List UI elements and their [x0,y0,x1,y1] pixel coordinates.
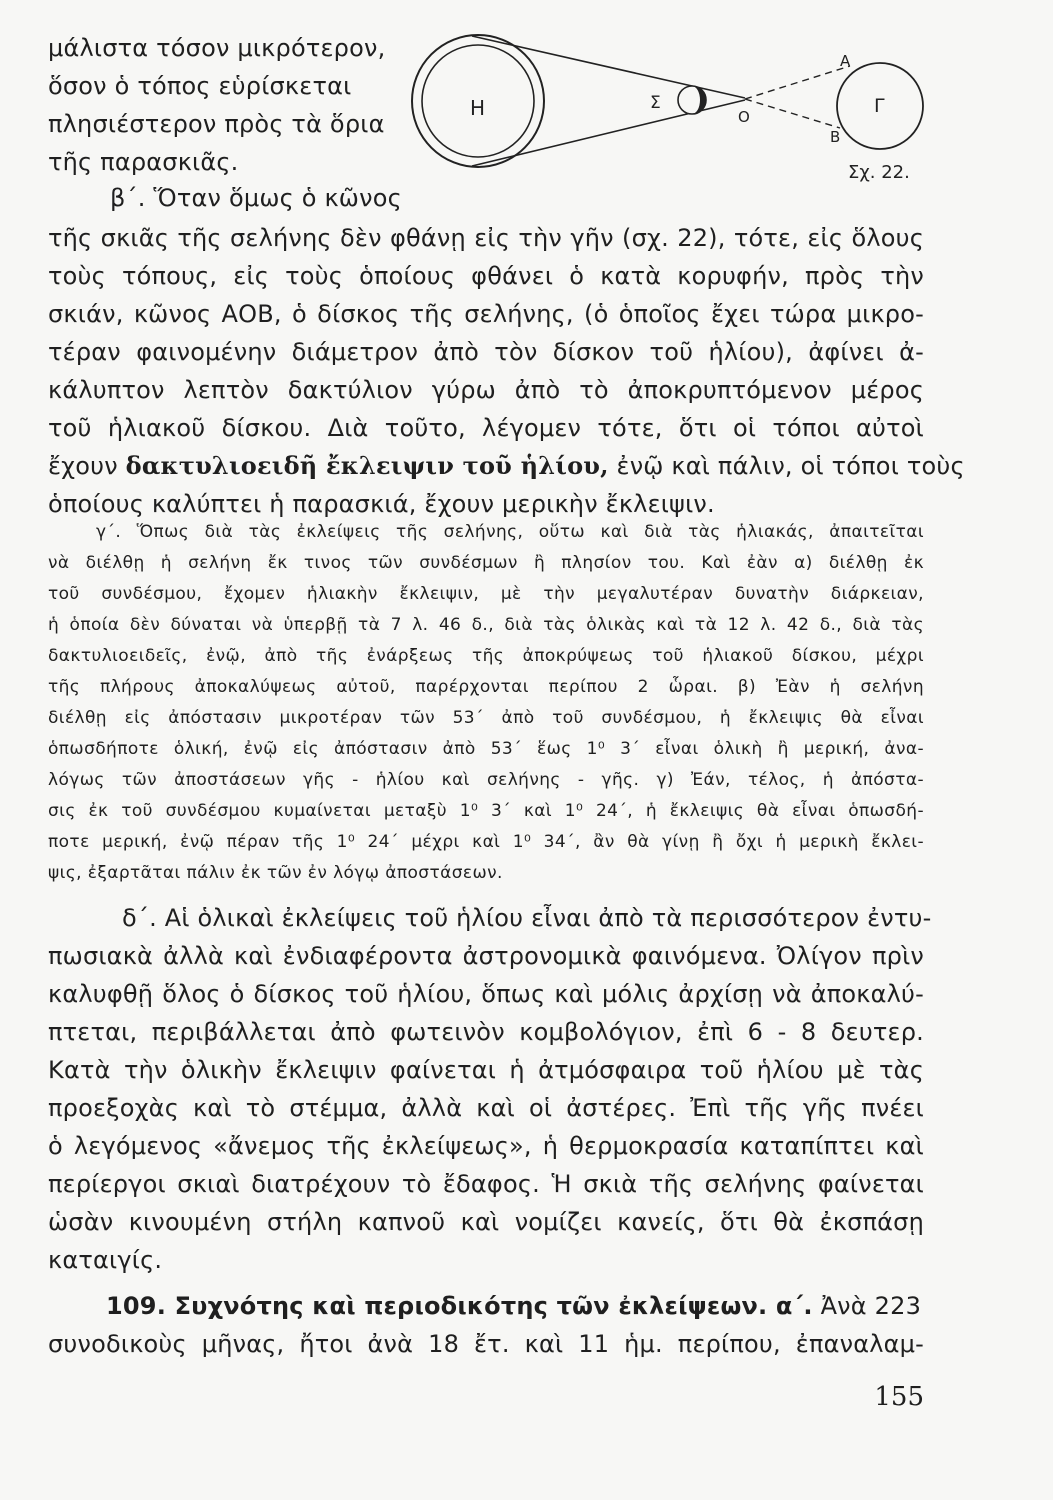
label-sun: H [470,96,486,120]
small-print-line: ποτε μερική, ἐνῷ πέραν τῆς 1⁰ 24΄ μέχρι καὶ 1⁰ 34΄, ἂν θὰ γίνῃ ἢ ὄχι ἡ μερικὴ ἔκλει- [48,832,924,852]
body-line: κάλυπτον λεπτὸν δακτύλιον γύρω ἀπὸ τὸ ἀποκρυπτόμενον μέρος [48,376,924,404]
label-point-a: A [840,52,851,70]
body-line: πτεται, περιβάλλεται ἀπὸ φωτεινὸν κομβολόγιον, ἐπὶ 6 - 8 δευτερ. [48,1018,924,1046]
small-print-line: τῆς πλήρους ἀποκαλύψεως αὐτοῦ, παρέρχονται περίπου 2 ὧραι. β) Ἐὰν ἡ σελήνη [48,677,924,697]
body-line: τοὺς τόπους, εἰς τοὺς ὁποίους φθάνει ὁ κατὰ κορυφήν, πρὸς τὴν [48,262,924,290]
label-vertex: O [738,108,750,126]
defined-term: δακτυλιοειδῆ ἔκλειψιν τοῦ ἡλίου, [125,451,609,480]
body-line: τέραν φαινομένην διάμετρον ἀπὸ τὸν δίσκον τοῦ ἡλίου), ἀφίνει ἀ- [48,338,924,366]
body-line-with-term [48,451,965,480]
body-line: καλυφθῇ ὅλος ὁ δίσκος τοῦ ἡλίου, ὅπως καὶ μόλις ἀρχίσῃ νὰ ἀποκαλύ- [48,980,924,1008]
eclipse-diagram [400,30,940,190]
small-print-line: ὁπωσδήποτε ὁλική, ἐνῷ εἰς ἀπόστασιν ἀπὸ 53΄ ἕως 1⁰ 3΄ εἶναι ὁλικὴ ἢ μερική, ἀνα- [48,739,924,759]
body-line: πωσιακὰ ἀλλὰ καὶ ἐνδιαφέροντα ἀστρονομικὰ φαινόμενα. Ὀλίγον πρὶν [48,942,924,970]
small-print-line: γ΄. Ὅπως διὰ τὰς ἐκλείψεις τῆς σελήνης, οὕτω καὶ διὰ τὰς ἡλιακάς, ἀπαιτεῖται [96,522,924,542]
label-earth: Γ [874,95,885,117]
small-print-line: σις ἐκ τοῦ συνδέσμου κυμαίνεται μεταξὺ 1⁰ 3΄ καὶ 1⁰ 24΄, ἡ ἔκλειψις θὰ εἶναι ὁπωσδή- [48,801,924,821]
section-beta-start: β΄. Ὅταν ὅμως ὁ κῶνος [110,184,402,212]
label-moon: Σ [650,93,661,113]
body-line: τοῦ ἡλιακοῦ δίσκου. Διὰ τοῦτο, λέγομεν τότε, ὅτι οἱ τόποι αὐτοὶ [48,414,924,442]
body-line: Κατὰ τὴν ὁλικὴν ἔκλειψιν φαίνεται ἡ ἀτμόσφαιρα τοῦ ἡλίου μὲ τὰς [48,1056,924,1084]
body-text: Ἀνὰ 223 [812,1292,922,1320]
page-number: 155 [874,1382,924,1412]
label-point-b: B [830,128,841,146]
body-line: καταιγίς. [48,1246,163,1274]
small-print-line: δακτυλιοειδεῖς, ἐνῷ, ἀπὸ τῆς ἐνάρξεως τῆς ἀποκρύψεως τοῦ ἡλιακοῦ δίσκου, μέχρι [48,646,924,666]
umbra-line-bottom [472,100,745,166]
top-line: πλησιέστερον πρὸς τὰ ὅρια [48,110,385,138]
section-109-heading-line [106,1294,921,1318]
body-line: προεξοχὰς καὶ τὸ στέμμα, ἀλλὰ καὶ οἱ ἀστέρες. Ἐπὶ τῆς γῆς πνέει [48,1094,924,1122]
top-line: ὅσον ὁ τόπος εὑρίσκεται [48,72,352,100]
small-print-line: τοῦ συνδέσμου, ἔχομεν ἡλιακὴν ἔκλειψιν, μὲ τὴν μεγαλυτέραν δυνατὴν διάρκειαν, [48,584,924,604]
body-line: σκιάν, κῶνος ΑΟΒ, ὁ δίσκος τῆς σελήνης, (ὁ ὁποῖος ἔχει τώρα μικρο- [48,300,924,328]
body-line: ὁ λεγόμενος «ἄνεμος τῆς ἐκλείψεως», ἡ θερμοκρασία καταπίπτει καὶ [48,1132,924,1160]
umbra-line-top [472,36,745,98]
body-line: ὁποίους καλύπτει ἡ παρασκιά, ἔχουν μερικὴν ἔκλειψιν. [48,490,715,518]
top-line: τῆς παρασκιᾶς. [48,148,239,176]
body-text: ἐνῷ καὶ πάλιν, οἱ τόποι τοὺς [608,452,965,480]
body-line: δ΄. Αἱ ὁλικαὶ ἐκλείψεις τοῦ ἡλίου εἶναι ἀπὸ τὰ περισσότερον ἐντυ- [122,904,932,932]
small-print-line: λόγως τῶν ἀποστάσεων γῆς - ἡλίου καὶ σελήνης - γῆς. γ) Ἐάν, τέλος, ἡ ἀπόστα- [48,770,924,790]
top-line: μάλιστα τόσον μικρότερον, [48,34,386,62]
cone-line-top [745,66,850,99]
small-print-line: διέλθῃ εἰς ἀπόστασιν μικροτέραν τῶν 53΄ ἀπὸ τοῦ συνδέσμου, ἡ ἔκλειψις θὰ εἶναι [48,708,924,728]
figure-caption: Σχ. 22. [848,162,910,183]
small-print-line: ψις, ἐξαρτᾶται πάλιν ἐκ τῶν ἐν λόγῳ ἀποστάσεων. [48,863,503,883]
small-print-line: νὰ διέλθῃ ἡ σελήνη ἔκ τινος τῶν συνδέσμων ἢ πλησίον του. Καὶ ἐὰν α) διέλθῃ ἐκ [48,553,924,573]
body-line: συνοδικοὺς μῆνας, ἤτοι ἀνὰ 18 ἔτ. καὶ 11 ἡμ. περίπου, ἐπαναλαμ- [48,1330,924,1358]
section-heading: 109. Συχνότης καὶ περιοδικότης τῶν ἐκλείψεων. α΄. [106,1292,813,1320]
body-line: περίεργοι σκιαὶ διατρέχουν τὸ ἔδαφος. Ἡ σκιὰ τῆς σελήνης φαίνεται [48,1170,924,1198]
body-line: τῆς σκιᾶς τῆς σελήνης δὲν φθάνῃ εἰς τὴν γῆν (σχ. 22), τότε, εἰς ὅλους [48,224,924,252]
small-print-line: ἡ ὁποία δὲν δύναται νὰ ὑπερβῇ τὰ 7 λ. 46 δ., διὰ τὰς ὁλικὰς καὶ τὰ 12 λ. 42 δ., διὰ τὰς [48,615,924,635]
cone-line-bottom [745,99,840,128]
body-line: ὡσὰν κινουμένη στήλη καπνοῦ καὶ νομίζει κανείς, ὅτι θὰ ἐκσπάσῃ [48,1208,924,1236]
body-text: ἔχουν [48,452,126,480]
